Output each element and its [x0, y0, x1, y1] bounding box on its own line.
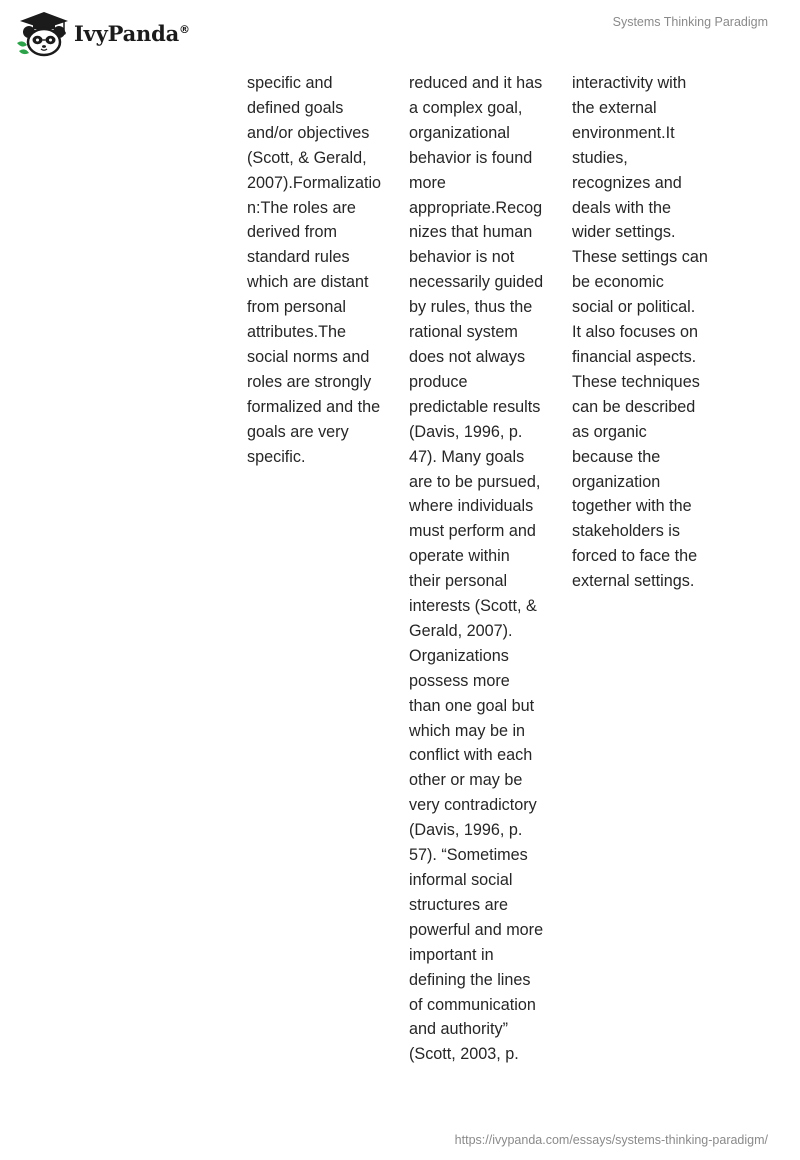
- text-line: wider settings.: [572, 223, 676, 242]
- text-line: Organizations: [409, 646, 509, 665]
- text-line: of communication: [409, 995, 536, 1014]
- text-column-2: [409, 71, 549, 1067]
- text-line: be economic: [572, 273, 664, 292]
- text-line: deals with the: [572, 198, 671, 217]
- text-line: by rules, thus the: [409, 298, 533, 317]
- text-line: more: [409, 173, 446, 192]
- text-line: forced to face the: [572, 547, 698, 566]
- brand-name: IvyPanda®: [74, 20, 190, 46]
- text-line: n:The roles are: [247, 198, 356, 217]
- text-line: specific and: [247, 74, 333, 92]
- text-line: the external: [572, 98, 657, 117]
- text-line: social or political.: [572, 298, 696, 317]
- text-line: (Scott, 2003, p.: [409, 1045, 519, 1064]
- text-line: (Davis, 1996, p.: [409, 422, 523, 441]
- text-line: formalized and the: [247, 397, 381, 416]
- text-line: a complex goal,: [409, 98, 523, 117]
- text-line: informal social: [409, 871, 513, 889]
- text-line: reduced and it has: [409, 74, 543, 92]
- text-line: social norms and: [247, 347, 370, 366]
- text-line: Gerald, 2007).: [409, 621, 513, 640]
- text-line: 2007).Formalizatio: [247, 173, 382, 192]
- text-line: predictable results: [409, 397, 541, 416]
- text-line: other or may be: [409, 771, 523, 790]
- registered-mark: ®: [179, 22, 190, 36]
- text-line: because the: [572, 447, 661, 466]
- source-url[interactable]: https://ivypanda.com/essays/systems-thinking-paradigm/: [454, 1133, 768, 1147]
- text-line: 57). “Sometimes: [409, 846, 528, 865]
- text-line: standard rules: [247, 248, 350, 267]
- text-line: and/or objectives: [247, 123, 370, 142]
- text-line: (Davis, 1996, p.: [409, 821, 523, 840]
- text-line: (Scott, & Gerald,: [247, 148, 367, 167]
- text-column-3: [572, 71, 722, 594]
- text-line: studies,: [572, 148, 628, 167]
- text-line: structures are: [409, 895, 508, 914]
- text-line: their personal: [409, 572, 508, 591]
- text-line: stakeholders is: [572, 522, 680, 541]
- text-line: as organic: [572, 422, 647, 441]
- text-line: behavior is found: [409, 148, 533, 167]
- text-line: interests (Scott, &: [409, 597, 537, 616]
- text-line: environment.It: [572, 123, 675, 142]
- brand-logo[interactable]: [14, 8, 190, 58]
- text-line: necessarily guided: [409, 273, 544, 292]
- text-line: does not always: [409, 347, 526, 366]
- text-line: These techniques: [572, 372, 700, 391]
- text-line: financial aspects.: [572, 347, 697, 366]
- text-line: external settings.: [572, 572, 695, 591]
- text-line: attributes.The: [247, 323, 346, 342]
- text-line: defined goals: [247, 98, 344, 117]
- text-line: derived from: [247, 223, 337, 242]
- text-line: which may be in: [409, 721, 526, 740]
- text-line: very contradictory: [409, 796, 537, 815]
- text-line: organizational: [409, 123, 510, 142]
- text-line: rational system: [409, 323, 518, 342]
- text-line: It also focuses on: [572, 323, 698, 342]
- text-line: than one goal but: [409, 696, 535, 715]
- text-line: must perform and: [409, 522, 536, 541]
- text-line: specific.: [247, 447, 306, 466]
- text-line: nizes that human: [409, 223, 533, 242]
- text-line: appropriate.Recog: [409, 198, 543, 217]
- text-line: recognizes and: [572, 173, 682, 192]
- document-title: Systems Thinking Paradigm: [612, 15, 768, 29]
- panda-graduate-icon: [14, 9, 70, 57]
- text-line: from personal: [247, 298, 346, 317]
- text-column-1: [247, 71, 387, 470]
- text-line: which are distant: [247, 273, 369, 292]
- text-line: possess more: [409, 671, 510, 690]
- text-line: conflict with each: [409, 746, 533, 765]
- text-line: where individuals: [409, 497, 534, 516]
- text-line: These settings can: [572, 248, 708, 267]
- text-line: produce: [409, 372, 468, 391]
- text-line: operate within: [409, 547, 510, 566]
- text-line: together with the: [572, 497, 692, 516]
- text-line: are to be pursued,: [409, 472, 541, 491]
- text-line: roles are strongly: [247, 372, 372, 391]
- text-line: important in: [409, 945, 494, 964]
- text-line: defining the lines: [409, 970, 531, 989]
- text-line: goals are very: [247, 422, 349, 441]
- text-line: can be described: [572, 397, 696, 416]
- text-line: behavior is not: [409, 248, 515, 267]
- text-line: powerful and more: [409, 920, 544, 939]
- text-line: organization: [572, 472, 661, 491]
- text-line: 47). Many goals: [409, 447, 525, 466]
- text-line: and authority”: [409, 1020, 508, 1039]
- text-line: interactivity with: [572, 74, 687, 92]
